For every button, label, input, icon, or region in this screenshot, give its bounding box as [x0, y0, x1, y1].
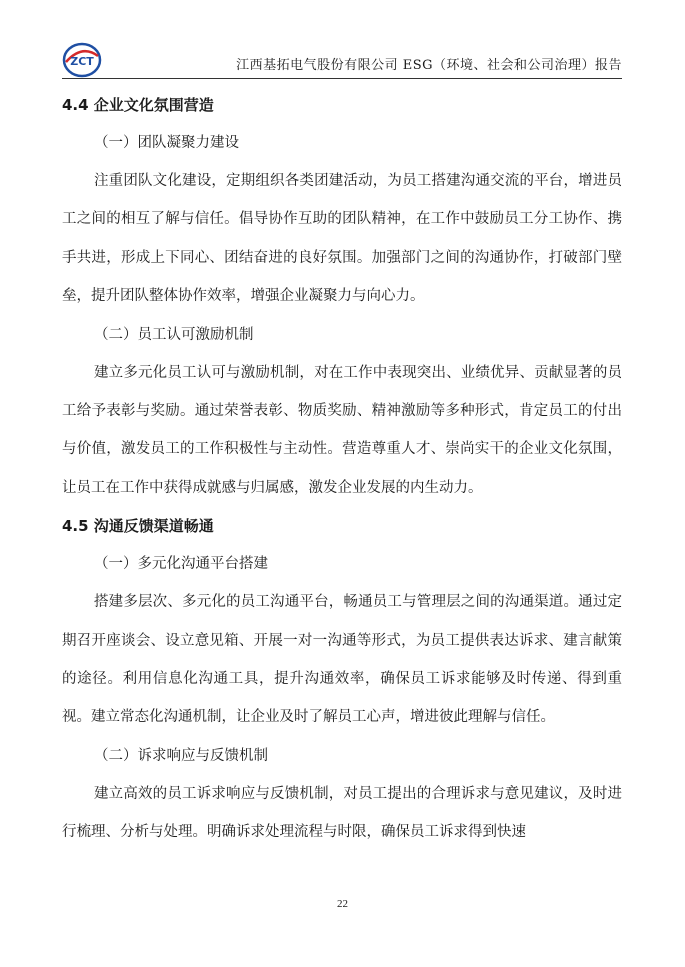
subsection-heading: （一）团队凝聚力建设	[94, 135, 239, 151]
subsection-heading: （二）员工认可激励机制	[94, 326, 254, 343]
section-heading: 4.4 企业文化氛围营造	[62, 96, 214, 114]
paragraph: 建立多元化员工认可与激励机制，对在工作中表现突出、业绩优异、贡献显著的员工给予表彰与奖励。通过荣誉表彰、物质奖励、精神激励等多种形式，肯定员工的付出与价值，激发员工的工作积极性与主动性。营造尊重人才、崇尚实干的企业文化氛围，让员工在工作中获得成就感与归属感，激发企业发展的内生动力。	[62, 364, 622, 496]
page-number: 22	[337, 898, 348, 910]
paragraph: 注重团队文化建设，定期组织各类团建活动，为员工搭建沟通交流的平台，增进员工之间的相互了解与信任。倡导协作互助的团队精神，在工作中鼓励员工分工协作、携手共进，形成上下同心、团结奋进的良好氛围。加强部门之间的沟通协作，打破部门壁垒，提升团队整体协作效率，增强企业凝聚力与向心力。	[62, 173, 622, 305]
company-logo	[62, 40, 102, 80]
subsection-heading: （二）诉求响应与反馈机制	[94, 747, 268, 764]
subsection-heading: （一）多元化沟通平台搭建	[94, 556, 268, 573]
document-body	[62, 86, 622, 852]
header-divider	[62, 78, 622, 79]
paragraph: 搭建多层次、多元化的员工沟通平台，畅通员工与管理层之间的沟通渠道。通过定期召开座谈会、设立意见箱、开展一对一沟通等形式，为员工提供表达诉求、建言献策的途径。利用信息化沟通工具，提升沟通效率，确保员工诉求能够及时传递、得到重视。建立常态化沟通机制，让企业及时了解员工心声，增进彼此理解与信任。	[62, 594, 622, 726]
section-heading: 4.5 沟通反馈渠道畅通	[62, 517, 214, 536]
paragraph: 建立高效的员工诉求响应与反馈机制，对员工提出的合理诉求与意见建议，及时进行梳理、分析与处理。明确诉求处理流程与时限，确保员工诉求得到快速	[62, 785, 622, 841]
page-header	[62, 40, 622, 80]
logo-text: ZCT	[70, 55, 94, 68]
header-title: 江西基拓电气股份有限公司 ESG（环境、社会和公司治理）报告	[236, 58, 622, 73]
